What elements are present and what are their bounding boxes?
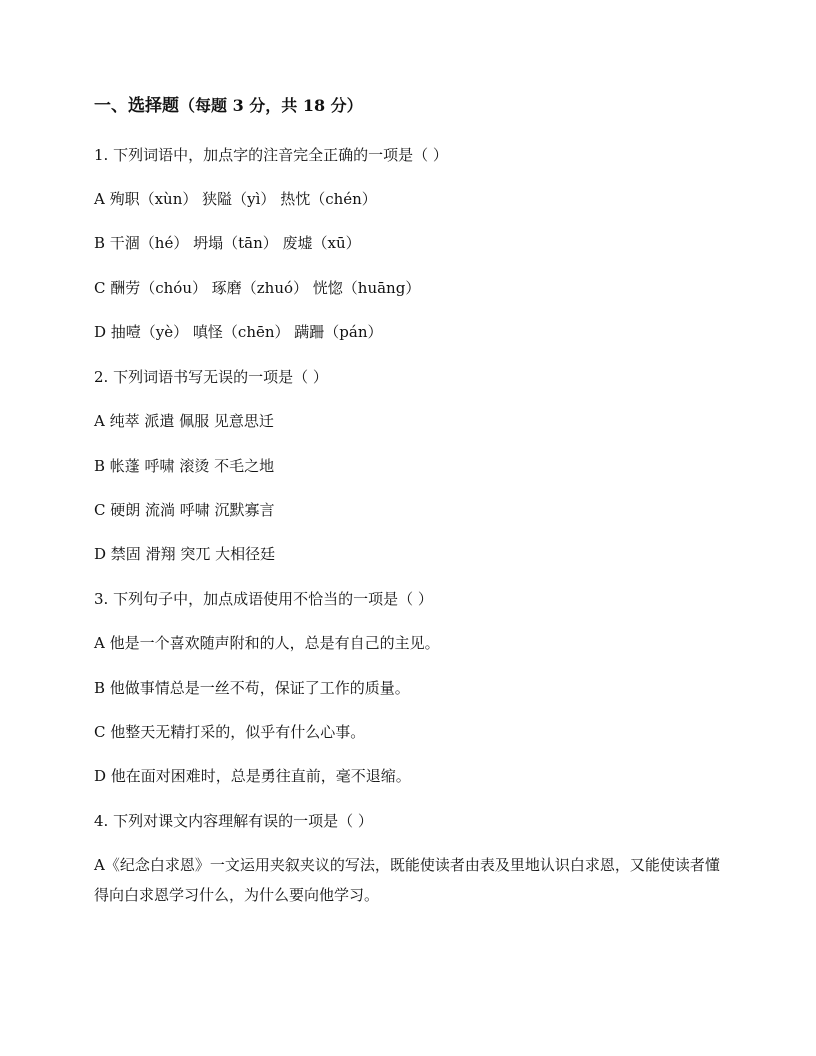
question-1-option-b: B 干涸（hé） 坍塌（tān） 废墟（xū） — [94, 234, 361, 252]
question-4-stem: 4. 下列对课文内容理解有误的一项是（ ） — [94, 812, 373, 830]
question-3-option-d: D 他在面对困难时，总是勇往直前，毫不退缩。 — [94, 767, 411, 785]
question-1-option-d: D 抽噎（yè） 嗔怪（chēn） 蹒跚（pán） — [94, 323, 383, 341]
question-3-stem: 3. 下列句子中，加点成语使用不恰当的一项是（ ） — [94, 590, 433, 608]
question-3-option-c: C 他整天无精打采的，似乎有什么心事。 — [94, 723, 366, 741]
question-2-option-a: A 纯萃 派遣 佩服 见意思迁 — [94, 412, 274, 430]
section-heading — [94, 94, 363, 118]
question-1-option-c: C 酬劳（chóu） 琢磨（zhuó） 恍惚（huāng） — [94, 279, 421, 297]
question-2-stem: 2. 下列词语书写无误的一项是（ ） — [94, 368, 328, 386]
section-subtitle: （每题 3 分，共 18 分） — [179, 96, 363, 115]
question-2-option-c: C 硬朗 流淌 呼啸 沉默寡言 — [94, 501, 275, 519]
section-title: 一、选择题 — [94, 96, 179, 116]
question-3-option-a: A 他是一个喜欢随声附和的人，总是有自己的主见。 — [94, 634, 440, 652]
question-3-option-b: B 他做事情总是一丝不苟，保证了工作的质量。 — [94, 679, 410, 697]
question-1-option-a: A 殉职（xùn） 狭隘（yì） 热忱（chén） — [94, 190, 377, 208]
question-1-stem: 1. 下列词语中，加点字的注音完全正确的一项是（ ） — [94, 146, 448, 164]
question-4-option-a: A《纪念白求恩》一文运用夹叙夹议的写法，既能使读者由表及里地认识白求恩，又能使读者懂得向白求恩学习什么，为什么要向他学习。 — [94, 856, 720, 904]
question-2-option-d: D 禁固 滑翔 突兀 大相径廷 — [94, 545, 276, 563]
question-2-option-b: B 帐蓬 呼啸 滚烫 不毛之地 — [94, 457, 275, 475]
